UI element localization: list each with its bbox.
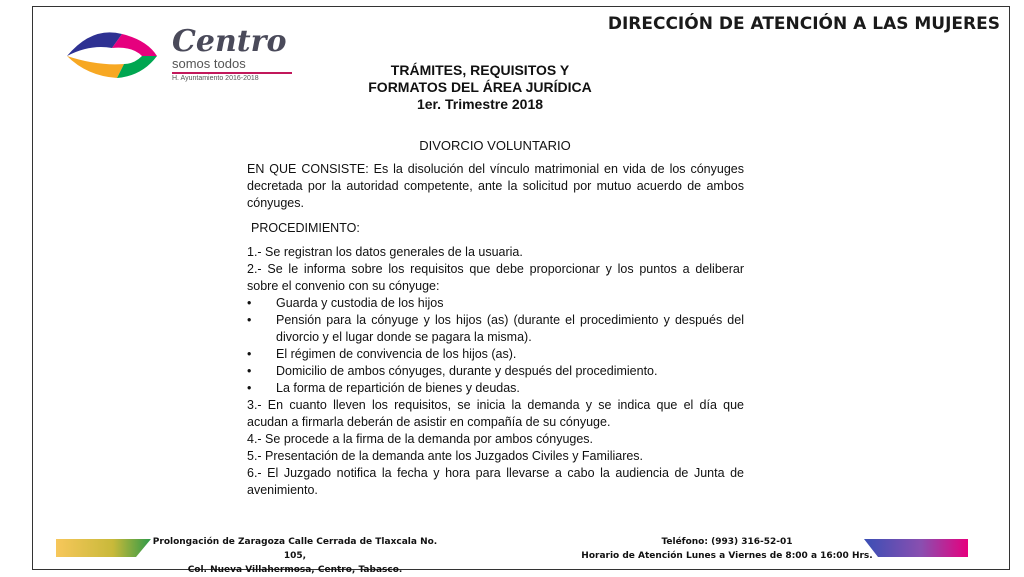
footer-hours: Horario de Atención Lunes a Viernes de 8:00 a 16:00 Hrs. — [581, 551, 873, 561]
document-title — [340, 62, 620, 113]
document-title-line: 1er. Trimestre 2018 — [416, 96, 544, 112]
procedure-step: 6.- El Juzgado notifica la fecha y hora para llevarse a cabo la audiencia de Junta de avenimiento. — [247, 466, 744, 497]
list-item-text: El régimen de convivencia de los hijos (as). — [276, 347, 517, 361]
procedure-step: 3.- En cuanto lleven los requisitos, se inicia la demanda y se indica que el día que acudan a firmarla deberán de asistir en compañía de su cónyuge. — [247, 398, 744, 429]
bullet-icon: • — [247, 364, 252, 378]
logo-wordmark: Centro — [172, 24, 287, 59]
document-body — [247, 161, 744, 499]
procedure-step: 2.- Se le informa sobre los requisitos que debe proporcionar y los puntos a deliberar sobre el convenio con su cónyuge: — [247, 262, 744, 293]
list-item — [247, 380, 744, 397]
logo-tagline: somos todos — [172, 56, 246, 71]
logo-underline — [172, 72, 292, 74]
bullet-icon: • — [247, 381, 252, 395]
requirements-list — [247, 295, 744, 397]
procedure-step: 4.- Se procede a la firma de la demanda por ambos cónyuges. — [247, 432, 594, 446]
list-item-text: Domicilio de ambos cónyuges, durante y después del procedimiento. — [276, 364, 658, 378]
section-title: DIVORCIO VOLUNTARIO — [419, 138, 571, 153]
centro-logo — [62, 22, 302, 88]
procedure-label: PROCEDIMIENTO: — [251, 221, 360, 235]
footer-stripe-left-icon — [56, 539, 151, 557]
footer-address-line: Prolongación de Zaragoza Calle Cerrada de Tlaxcala No. 105, — [152, 537, 438, 561]
footer-address-line: Col. Nueva Villahermosa, Centro, Tabasco. — [187, 565, 403, 575]
list-item — [247, 295, 744, 312]
document-title-line: TRÁMITES, REQUISITOS Y — [390, 62, 570, 78]
list-item-text: Pensión para la cónyuge y los hijos (as) (durante el procedimiento y después del divorcio y el lugar donde se pagara la misma). — [276, 313, 744, 344]
list-item — [247, 363, 744, 380]
footer-phone: Teléfono: (993) 316-52-01 — [661, 537, 793, 547]
bullet-icon: • — [247, 347, 252, 361]
logo-admin-text: H. Ayuntamiento 2016-2018 — [172, 75, 259, 82]
footer-contact — [548, 535, 906, 563]
logo-mark-icon — [62, 26, 162, 86]
procedure-step: 1.- Se registran los datos generales de la usuaria. — [247, 245, 523, 259]
document-title-line: FORMATOS DEL ÁREA JURÍDICA — [368, 79, 592, 95]
bullet-icon: • — [247, 313, 252, 327]
list-item-text: Guarda y custodia de los hijos — [276, 296, 444, 310]
header-title: DIRECCIÓN DE ATENCIÓN A LAS MUJERES — [607, 14, 1000, 34]
list-item-text: La forma de repartición de bienes y deudas. — [276, 381, 520, 395]
procedure-step: 5.- Presentación de la demanda ante los Juzgados Civiles y Familiares. — [247, 449, 644, 463]
definition-paragraph: EN QUE CONSISTE: Es la disolución del vínculo matrimonial en vida de los cónyuges decretada por la autoridad competente, ante la solicitud por mutuo acuerdo de ambos cónyuges. — [247, 162, 744, 210]
bullet-icon: • — [247, 296, 252, 310]
list-item — [247, 312, 744, 346]
footer-address — [150, 535, 440, 577]
footer-stripe-right-icon — [864, 539, 968, 557]
list-item — [247, 346, 744, 363]
